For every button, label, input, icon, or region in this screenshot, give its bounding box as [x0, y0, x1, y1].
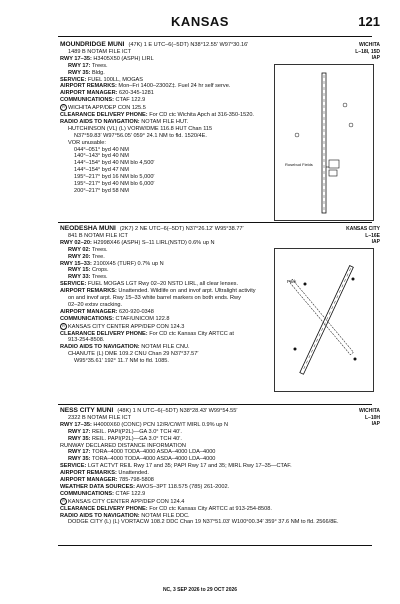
airport-info-text: RWY 17: Trees.	[68, 62, 108, 69]
airport-info-text: RWY 17–35: H4000X60 (CONC) PCN 12/R/C/W/T MIRL 0.9% up N	[60, 421, 228, 428]
airport-name: NESS CITY MUNI	[60, 407, 114, 414]
chart-ref: IAP	[371, 421, 380, 427]
airport-info-text: SERVICE: LGT ACTVT REIL Rwy 17 and 35; PAPI Rwy 17 and 35; MIRL Rwy 17–35—CTAF.	[60, 463, 292, 470]
airport-info-text: 841 B NOTAM FILE ICT	[68, 232, 128, 239]
airport-info-text: HUTCHINSON (VL) (L) VORW/DME 116.8 HUT Chan 115	[68, 125, 213, 132]
airport-info-text: CLEARANCE DELIVERY PHONE: For CD ctc Kansas City ARTCC at	[60, 330, 234, 337]
page-number: 121	[358, 14, 380, 29]
airport-info-line	[60, 491, 380, 498]
airport-info-text: CHANUTE (L) DME 109.2 CNU Chan 29 N37°37.57′	[68, 351, 199, 358]
state-title: KANSAS	[171, 14, 229, 29]
airport-info-text: SERVICE: FUEL MOGAS LGT Rwy 02–20 NSTD LIRL, all clear lenses.	[60, 281, 239, 288]
airport-info-text: SERVICE: FUEL 100LL, MOGAS	[60, 76, 144, 83]
airport-info-line	[60, 470, 380, 477]
airport-info-line	[60, 519, 380, 526]
airport-diagram-neodesha	[274, 248, 374, 392]
diagram-label-rosebud: Rosebud Fields	[285, 162, 313, 167]
radar-icon: R	[60, 104, 67, 111]
airport-info-text: KANSAS CITY CENTER APP/DEP CON 124.4	[68, 498, 185, 505]
airport-info-line	[60, 513, 380, 520]
chart-refs-neodesha	[346, 226, 380, 246]
airport-info-text: WEATHER DATA SOURCES: AWOS–3PT 118.575 (785) 261-2002.	[60, 483, 230, 490]
airport-info-line	[60, 463, 380, 470]
airport-info-text: AIRPORT REMARKS: Unattended. Wildlife on and invof arpt. Ultralight activity	[60, 288, 256, 295]
airport-info-line	[60, 56, 380, 63]
chart-ref: KANSAS CITY	[346, 226, 380, 232]
airport-info-text: 02–20 extsv cracking.	[68, 301, 123, 308]
airport-info-text: COMMUNICATIONS: CTAF 122.9	[60, 490, 146, 497]
radar-icon: R	[60, 323, 67, 330]
airport-info-line	[60, 422, 380, 429]
page-footer: NC, 3 SEP 2026 to 29 OCT 2026	[162, 587, 238, 593]
airport-info-text: RWY 17: TORA–4000 TODA–4000 ASDA–4000 LDA–4000	[68, 449, 216, 456]
airport-info-line	[60, 233, 380, 240]
airport-info-text: RADIO AIDS TO NAVIGATION: NOTAM FILE DDC.	[60, 512, 190, 519]
airport-name: MOUNDRIDGE MUNI	[60, 41, 125, 48]
airport-info-text: VOR unusable:	[68, 139, 106, 146]
airport-info-text: RWY 33: Trees.	[68, 274, 108, 281]
airport-info-text: 200°–217° byd 58 NM	[74, 188, 129, 195]
airport-info-text: RWY 20: Tree.	[68, 253, 105, 260]
airport-info-text: COMMUNICATIONS: CTAF 122.9	[60, 97, 146, 104]
airport-info-text: AIRPORT REMARKS: Unattended.	[60, 470, 149, 477]
airport-info-text: RWY 35: REIL. PAPI(P2L)—GA 3.0° TCH 40′.	[68, 435, 182, 442]
chart-ref: L–16E	[365, 232, 380, 239]
airport-info-text: RWY 02: Trees.	[68, 246, 108, 253]
airport-title	[60, 408, 380, 415]
airport-info-text: RWY 35: TORA–4000 TODA–4000 ASDA–4000 LDA–4000	[68, 456, 216, 463]
airport-info-line	[60, 49, 380, 56]
airport-info-text: on and invof arpt. Rwy 15–33 white barrel markers on both ends. Rwy	[68, 295, 241, 302]
airport-info-text: W95°35.61′ 192° 11.7 NM to fld. 1085.	[74, 358, 169, 365]
chart-ref: L–10H	[364, 414, 380, 421]
header-rule	[58, 36, 372, 37]
airport-info-text: RADIO AIDS TO NAVIGATION: NOTAM FILE HUT.	[60, 118, 189, 125]
chart-ref: L–18I, 15D	[355, 48, 380, 55]
airport-info-text: 195°–217° byd 16 NM blo 5,000′	[74, 174, 155, 181]
airport-separator-1	[58, 222, 372, 223]
airport-info-text: DODGE CITY (L) (L) VORTACW 108.2 DDC Chan 19 N37°51.03′ W100°00.34′ 359° 37.6 NM to fld. 2566/8E.	[68, 519, 339, 526]
airport-info-line	[60, 506, 380, 513]
airport-info-text: RWY 35: Bldg.	[68, 69, 105, 76]
airport-info-text: 044°–051° byd 40 NM	[74, 146, 129, 153]
airport-id-line: (47K) 1 E UTC–6(–5DT) N38°12.55′ W97°30.16′	[128, 42, 249, 48]
chart-refs-ness-city	[359, 408, 380, 428]
airport-info-line	[60, 443, 380, 450]
airport-info-text: KANSAS CITY CENTER APP/DEP CON 124.3	[68, 323, 185, 330]
diagram-label-park: Park	[287, 279, 297, 284]
airport-info-line	[60, 429, 380, 436]
airport-info-text: RWY 15: Crops.	[68, 267, 109, 274]
airport-title	[60, 42, 380, 49]
chart-ref: WICHITA	[358, 42, 380, 48]
airport-info-text: AIRPORT MANAGER: 620-345-1281	[60, 90, 154, 97]
airport-info-text: RWY 17: REIL. PAPI(P2L)—GA 3.0° TCH 40′.	[68, 428, 182, 435]
chart-ref: WICHITA	[358, 408, 380, 414]
airport-info-text: 144°–154° byd 40 NM blo 4,500′	[74, 160, 155, 167]
chart-ref: IAP	[371, 55, 380, 61]
airport-info-line	[60, 240, 380, 247]
airport-name: NEODESHA MUNI	[60, 225, 116, 232]
airport-info-line	[60, 436, 380, 443]
airport-info-text: 913-254-8508.	[68, 337, 105, 344]
airport-info-line	[60, 415, 380, 422]
airport-info-line	[60, 456, 380, 463]
airport-id-line: (2K7) 2 NE UTC–6(–5DT) N37°26.12′ W95°38.77′	[119, 226, 244, 232]
airport-info-text: CLEARANCE DELIVERY PHONE: For CD ctc Wichita Apch at 316-350-1520.	[60, 112, 254, 119]
radar-icon: R	[60, 498, 67, 505]
airport-info-text: AIRPORT REMARKS: Mon–Fri 1400–2300Z‡. Fuel 24 hr self serve.	[60, 83, 231, 90]
airport-title	[60, 226, 380, 233]
airport-info-text: 140°–143° byd 40 NM	[74, 153, 129, 160]
airport-info-text: CLEARANCE DELIVERY PHONE: For CD ctc Kansas City ARTCC at 913-254-8508.	[60, 505, 272, 512]
page-header	[0, 14, 400, 34]
airport-separator-3	[58, 545, 372, 546]
airport-info-text: WICHITA APP/DEP CON 125.5	[68, 105, 146, 112]
airport-info-text: RWY 17–35: H3405X50 (ASPH) LIRL	[60, 55, 154, 62]
airport-info-line	[60, 477, 380, 484]
airport-info-text: RUNWAY DECLARED DISTANCE INFORMATION	[60, 442, 186, 449]
airport-info-text: RWY 15–33: 2100X45 (TURF) 0.7% up N	[60, 260, 164, 267]
airport-info-text: RWY 02–20: H2998X46 (ASPH) S–11 LIRL(NSTD) 0.6% up N	[60, 239, 215, 246]
airport-info-text: AIRPORT MANAGER: 785-798-5808	[60, 477, 154, 484]
chart-ref: IAP	[371, 239, 380, 245]
airport-info-line	[60, 449, 380, 456]
airport-info-text: AIRPORT MANAGER: 620-920-0348	[60, 308, 154, 315]
airport-info-text: 144°–154° byd 47 NM	[74, 167, 129, 174]
airport-info-line	[60, 498, 380, 506]
airport-info-text: 195°–217° byd 40 NM blo 6,000′	[74, 181, 155, 188]
airport-id-line: (48K) 1 N UTC–6(–5DT) N38°28.43′ W99°54.55′	[117, 408, 238, 414]
chart-refs-moundridge	[355, 42, 380, 62]
airport-separator-2	[58, 404, 372, 405]
airport-info-text: RADIO AIDS TO NAVIGATION: NOTAM FILE CNU.	[60, 344, 190, 351]
airport-info-text: 2322 B NOTAM FILE ICT	[68, 414, 131, 421]
airport-entry-ness-city	[60, 408, 380, 526]
airport-info-line	[60, 484, 380, 491]
airport-info-text: COMMUNICATIONS: CTAF/UNICOM 122.8	[60, 315, 170, 322]
airport-info-text: N37°59.83′ W97°56.05′ 059° 24.1 NM to fld. 1520/4E.	[74, 132, 207, 139]
airport-info-text: 1489 B NOTAM FILE ICT	[68, 48, 131, 55]
airport-diagram-moundridge	[274, 64, 374, 221]
